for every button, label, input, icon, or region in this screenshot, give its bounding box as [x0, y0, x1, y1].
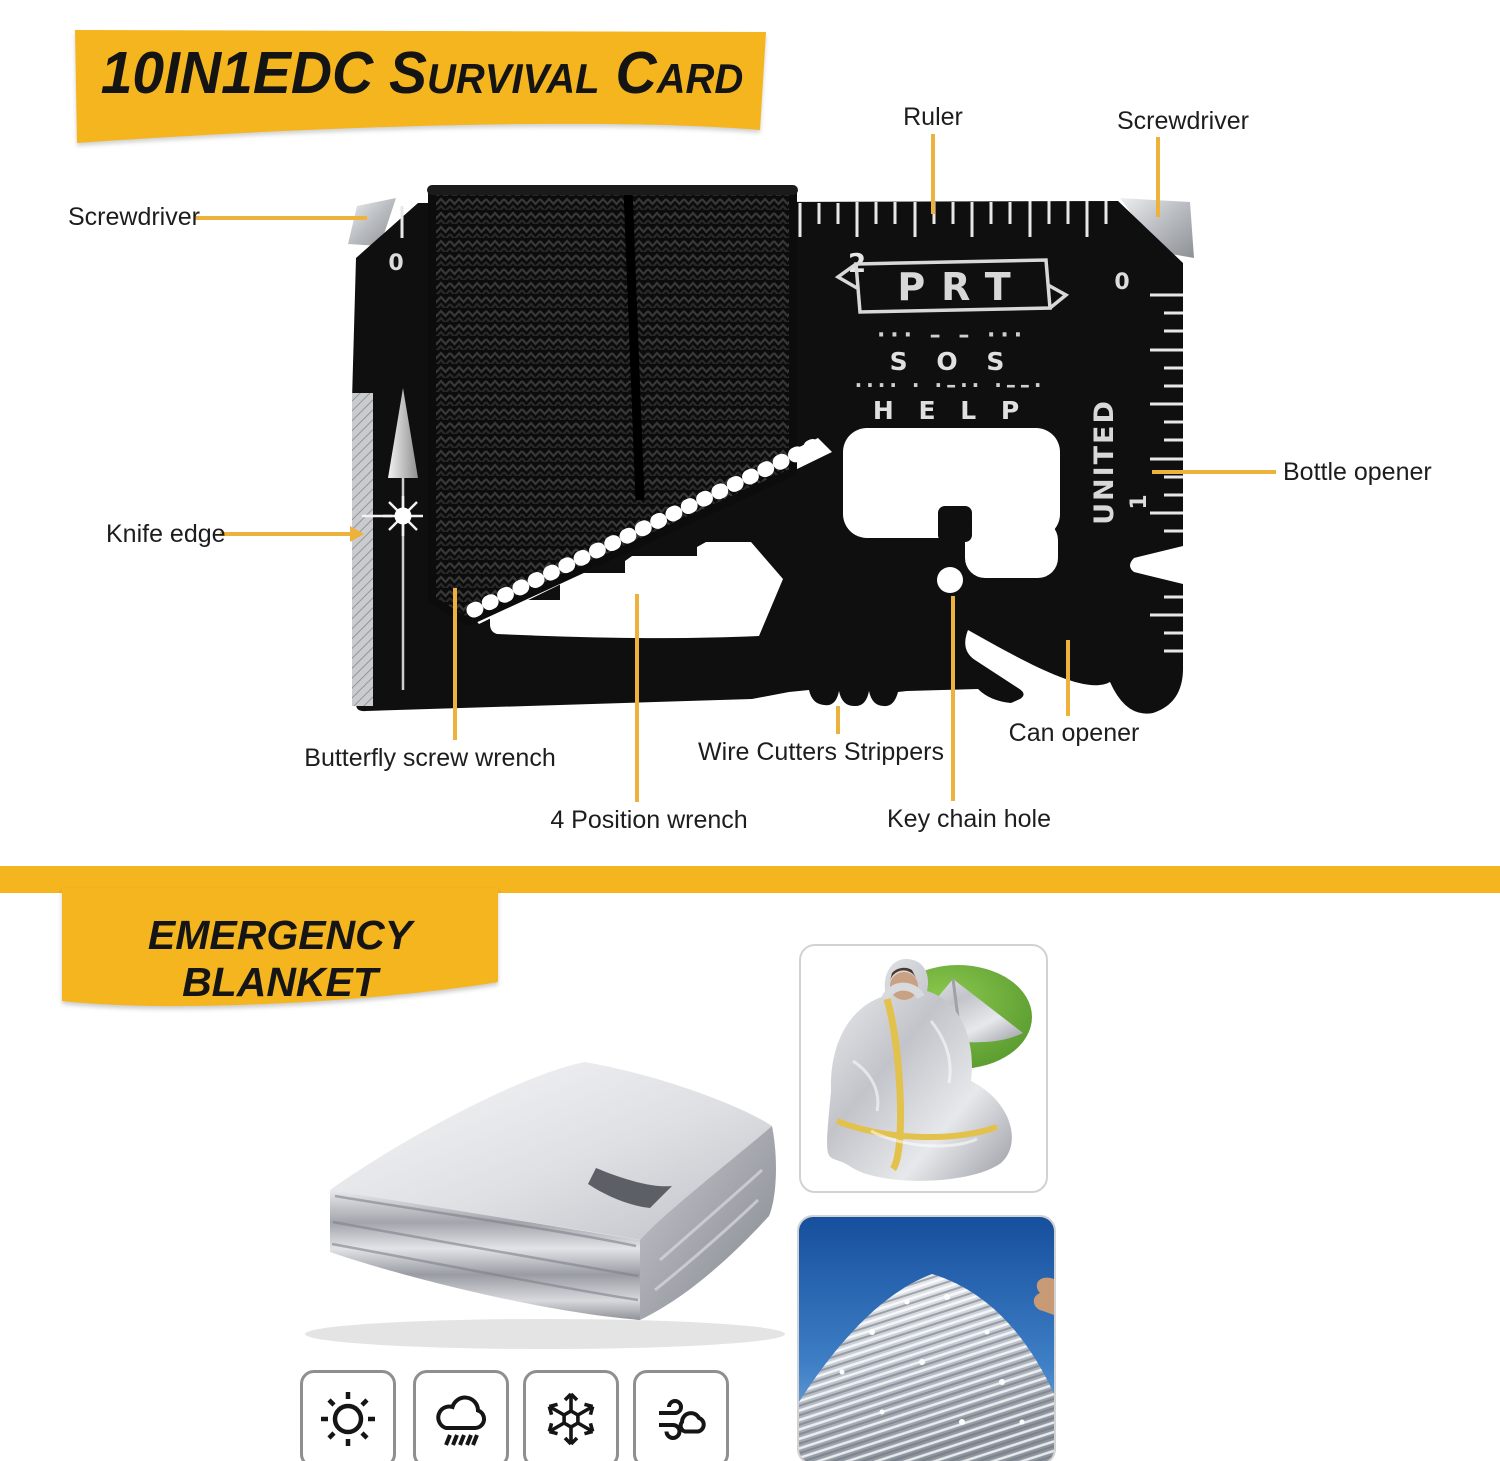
callout-line-screwdriver-left [195, 216, 367, 220]
label-bottle-opener: Bottle opener [1283, 458, 1432, 486]
label-ruler: Ruler [903, 103, 963, 131]
sun-icon [316, 1387, 380, 1451]
snowflake-icon [539, 1387, 603, 1451]
callout-line-wire-cutters [836, 706, 840, 734]
help-engraving: H E L P [872, 396, 1028, 425]
folded-blanket-image [295, 1040, 795, 1355]
label-can-opener: Can opener [1008, 719, 1140, 747]
callout-line-ruler [931, 134, 935, 214]
morse-row-bottom: ···· · ·–·· ·––· [854, 373, 1046, 397]
page-title: 10IN1EDC Survival Card [100, 39, 744, 107]
emergency-title: EMERGENCY BLANKET [147, 912, 413, 1005]
rain-cloud-icon [429, 1387, 493, 1451]
wind-icon [649, 1387, 713, 1451]
knife-edge-blade [352, 393, 373, 706]
brand-text: PRT [897, 265, 1027, 309]
weather-box-snow [523, 1370, 619, 1461]
weather-box-rain [413, 1370, 509, 1461]
ruler-zero-right: 0 [1114, 270, 1130, 295]
blanket-outdoors-photo [797, 1215, 1056, 1461]
weather-box-sun [300, 1370, 396, 1461]
sos-engraving: S O S [889, 347, 1015, 376]
label-wire-cutters: Wire Cutters Strippers [698, 738, 944, 766]
label-four-position: 4 Position wrench [550, 806, 748, 834]
callout-arrow-knife-edge [350, 526, 364, 542]
label-screwdriver-right: Screwdriver [1117, 107, 1249, 135]
survival-card-diagram [330, 175, 1220, 735]
united-engraving: UNITED [1089, 399, 1120, 525]
callout-line-screwdriver-right [1156, 137, 1160, 217]
emergency-bag-photo [799, 944, 1048, 1193]
label-knife-edge: Knife edge [106, 520, 226, 548]
ruler-number-2: 2 [847, 249, 867, 279]
label-butterfly: Butterfly screw wrench [304, 744, 556, 772]
weather-box-wind [633, 1370, 729, 1461]
callout-line-bottle-opener [1152, 470, 1276, 474]
key-chain-hole-cutout [937, 567, 963, 593]
morse-row-top: ··· – – ··· [876, 323, 1028, 348]
label-screwdriver-left: Screwdriver [68, 203, 200, 231]
callout-line-can-opener [1066, 640, 1070, 716]
ruler-one-right: 1 [1127, 494, 1152, 510]
callout-line-four-position [635, 594, 639, 802]
label-key-chain: Key chain hole [886, 805, 1052, 833]
callout-line-butterfly [453, 588, 457, 740]
callout-line-knife-edge [220, 532, 352, 536]
ruler-zero-left: 0 [388, 251, 404, 276]
callout-line-key-chain [951, 596, 955, 801]
